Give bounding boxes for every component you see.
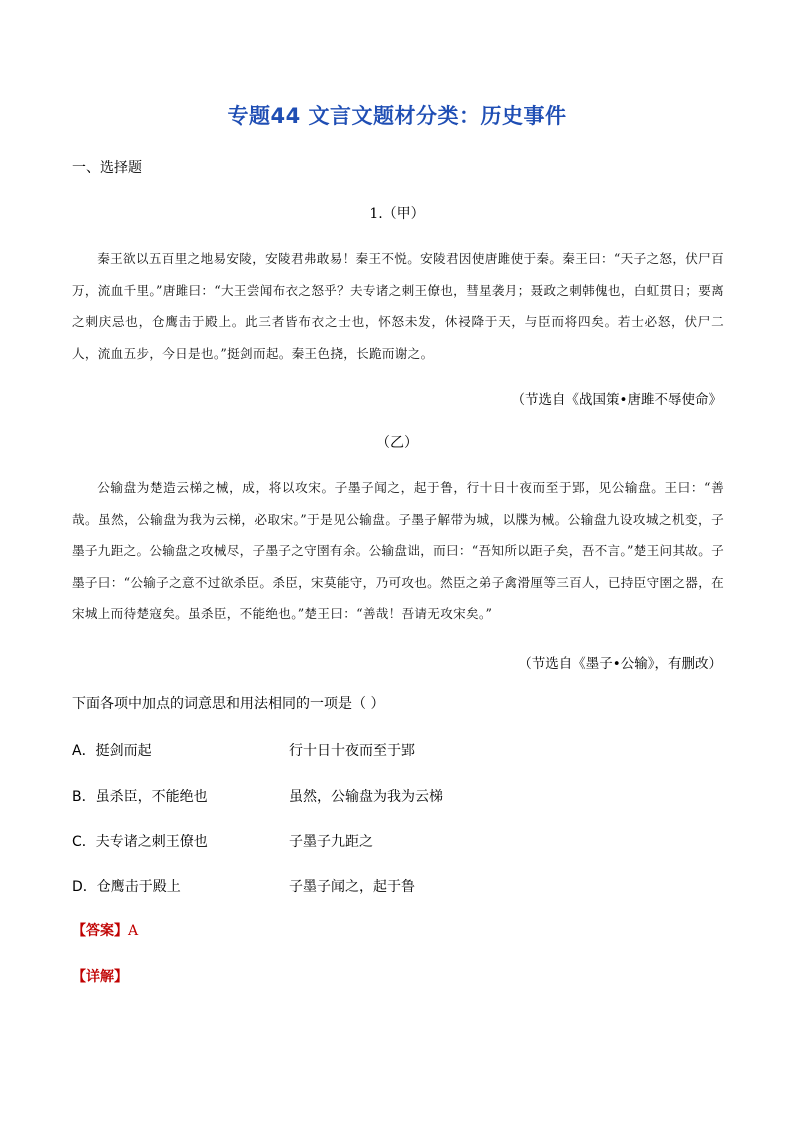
option-a-left: A．挺剑而起: [72, 743, 152, 759]
section-heading: 一、选择题: [72, 160, 142, 176]
document-title: 专题44 文言文题材分类：历史事件: [227, 104, 567, 128]
explain-line: [72, 966, 128, 986]
option-c-left: C．夫专诸之刺王僚也: [72, 834, 208, 850]
question-number: 1.（甲）: [369, 206, 425, 222]
answer-value: A: [128, 923, 139, 939]
option-b: [72, 786, 724, 810]
question-stem: 下面各项中加点的词意思和用法相同的一项是（ ）: [72, 696, 385, 712]
passage-jia: 秦王欲以五百里之地易安陵，安陵君弗敢易！秦王不悦。安陵君因使唐雎使于秦。秦王曰：“天子之怒，伏尸百万，流血千里。”唐雎曰：“大王尝闻布衣之怒乎？夫专诸之刺王僚也，彗星袭月；聂政之刺韩傀也，白虹贯日；要离之刺庆忌也，仓鹰击于殿上。此三者皆布衣之士也，怀怒未发，休祲降于天，与臣而将四矣。若士必怒，伏尸二人，流血五步，今日是也。”挺剑而起。秦王色挠，长跪而谢之。: [72, 251, 724, 361]
option-a: [72, 740, 724, 764]
passage-yi: 公输盘为楚造云梯之械，成，将以攻宋。子墨子闻之，起于鲁，行十日十夜而至于郢，见公输盘。王曰：“善哉。虽然，公输盘为我为云梯，必取宋。”于是见公输盘。子墨子解带为城，以牒为械。公输盘九设攻城之机变，子墨子九距之。公输盘之攻械尽，子墨子之守圉有余。公输盘诎，而曰：“吾知所以距子矣，吾不言。”楚王问其故。子墨子曰：“公输子之意不过欲杀臣。杀臣，宋莫能守，乃可攻也。然臣之弟子禽滑厘等三百人，已持臣守圉之器，在宋城上而待楚寇矣。虽杀臣，不能绝也。”楚王曰：“善哉！吾请无攻宋矣。”: [72, 480, 724, 621]
option-d: [72, 876, 724, 900]
option-d-left: D．仓鹰击于殿上: [72, 879, 181, 895]
option-c-right: 子墨子九距之: [289, 834, 373, 850]
option-b-left: B．虽杀臣，不能绝也: [72, 789, 208, 805]
answer-tag: 【答案】: [72, 923, 128, 939]
source-yi: （节选自《墨子•公输》，有删改）: [518, 656, 722, 672]
explain-tag: 【详解】: [72, 969, 128, 985]
option-c: [72, 831, 724, 855]
option-d-right: 子墨子闻之，起于鲁: [289, 879, 415, 895]
source-jia: （节选自《战国策•唐雎不辱使命》: [511, 392, 722, 408]
option-b-right: 虽然，公输盘为我为云梯: [289, 789, 443, 805]
label-yi: （乙）: [376, 435, 418, 451]
option-a-right: 行十日十夜而至于郢: [289, 743, 415, 759]
answer-line: [72, 920, 138, 940]
